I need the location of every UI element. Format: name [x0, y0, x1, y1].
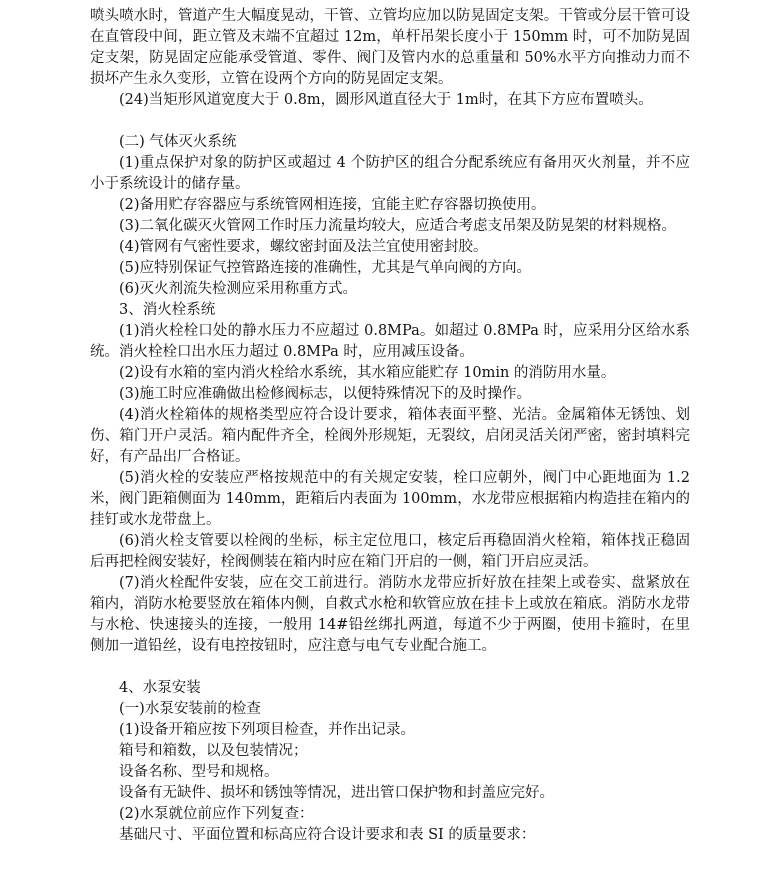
paragraph: (3)施工时应准确做出检修阀标志，以便特殊情况下的及时操作。	[119, 386, 532, 402]
paragraph: (4)管网有气密性要求，螺纹密封面及法兰宜使用密封胶。	[119, 239, 488, 255]
paragraph: 喷头喷水时，管道产生大幅度晃动，干管、立管均应加以防晃固定支架。干管或分层干管可设在直管段中间，距立管及末端不宜超过 12m，单杆吊架长度小于 150mm 时，可不加防晃固定支架，防晃固定应能承受管道、零件、阀门及管内水的总重量和 50%水平方向推动力而不损坏产生永久变形，立管在设两个方向的防晃固定支架。	[90, 8, 690, 87]
paragraph: (6)消火栓支管要以栓阀的坐标，标主定位甩口，核定后再稳固消火栓箱，箱体找正稳固后再把栓阀安装好，栓阀侧装在箱内时应在箱门开启的一侧，箱门开启应灵活。	[90, 533, 690, 570]
paragraph: 4、水泵安装	[119, 680, 201, 696]
paragraph: (2)设有水箱的室内消火栓给水系统，其水箱应能贮存 10min 的消防用水量。	[119, 365, 616, 381]
paragraph: 设备有无缺件、损坏和锈蚀等情况，进出管口保护物和封盖应完好。	[119, 785, 554, 801]
paragraph: 基础尺寸、平面位置和标高应符合设计要求和表 SI 的质量要求：	[119, 827, 536, 843]
paragraph: (24)当矩形风道宽度大于 0.8m，圆形风道直径大于 1m时，在其下方应布置喷头。	[119, 92, 653, 108]
paragraph: (一)水泵安装前的检查	[119, 701, 261, 717]
paragraph: (7)消火栓配件安装，应在交工前进行。消防水龙带应折好放在挂架上或卷实、盘紧放在箱内，消防水枪要竖放在箱体内侧，自救式水枪和软管应放在挂卡上或放在箱底。消防水龙带与水枪、快速接头的连接，一般用 14#铅丝绑扎两道，每道不少于两圈，使用卡箍时，在里侧加一道铅丝，设有电控按钮时，应注意与电气专业配合施工。	[90, 575, 690, 654]
paragraph-spacer	[90, 657, 690, 678]
paragraph: 3、消火栓系统	[119, 302, 216, 318]
paragraph: 箱号和箱数，以及包装情况；	[119, 743, 308, 759]
paragraph: (2)备用贮存容器应与系统管网相连接，宜能主贮存容器切换使用。	[119, 197, 546, 213]
paragraph: (1)消火栓栓口处的静水压力不应超过 0.8MPa。如超过 0.8MPa 时，应采用分区给水系统。消火栓栓口出水压力超过 0.8MPa 时，应用减压设备。	[90, 323, 690, 360]
paragraph: (2)水泵就位前应作下列复查：	[119, 806, 314, 822]
paragraph: (5)消火栓的安装应严格按规范中的有关规定安装，栓口应朝外，阀门中心距地面为 1.2 米，阀门距箱侧面为 140mm，距箱后内表面为 100mm，水龙带应根据箱内构造挂在箱内的挂钉或水龙带盘上。	[90, 470, 690, 528]
paragraph: (6)灭火剂流失检测应采用称重方式。	[119, 281, 358, 297]
paragraph: (1)设备开箱应按下列项目检查，并作出记录。	[119, 722, 416, 738]
paragraph: (1)重点保护对象的防护区或超过 4 个防护区的组合分配系统应有备用灭火剂量，并不应小于系统设计的储存量。	[90, 155, 690, 192]
paragraph-spacer	[90, 111, 690, 132]
paragraph: (3)二氧化碳灭火管网工作时压力流量均较大，应适合考虑支吊架及防晃架的材料规格。	[119, 218, 677, 234]
paragraph: (4)消火栓箱体的规格类型应符合设计要求，箱体表面平整、光洁。金属箱体无锈蚀、划伤、箱门开户灵活。箱内配件齐全，栓阀外形规矩，无裂纹，启闭灵活关闭严密，密封填料完好，有产品出厂合格证。	[90, 407, 690, 465]
document-body	[90, 6, 690, 846]
paragraph: 设备名称、型号和规格。	[119, 764, 279, 780]
paragraph: (二) 气体灭火系统	[119, 134, 237, 150]
paragraph: (5)应特别保证气控管路连接的准确性，尤其是气单向阀的方向。	[119, 260, 532, 276]
